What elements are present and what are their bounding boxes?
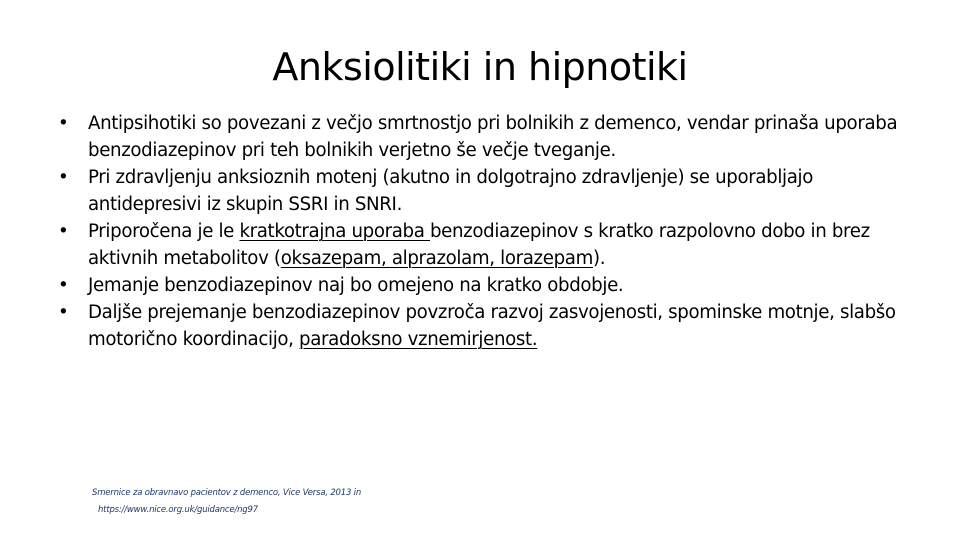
bullet-item xyxy=(58,164,918,218)
underlined-drug-list: oksazepam, alprazolam, lorazepam xyxy=(280,248,593,269)
footer-reference: Smernice za obravnavo pacientov z demenco, Vice Versa, 2013 in xyxy=(92,488,362,498)
bullet-text-mid: benzodiazepinov s kratko razpolovno dobo in brez aktivnih metabolitov ( xyxy=(88,221,870,269)
underlined-phrase: paradoksno vznemirjenost. xyxy=(299,329,538,350)
bullet-text: Jemanje benzodiazepinov naj bo omejeno na kratko obdobje. xyxy=(88,275,624,296)
bullet-text-pre: Daljše prejemanje benzodiazepinov povzroča razvoj zasvojenosti, spominske motnje, slabšo motorično koordinacijo, xyxy=(88,302,896,350)
bullet-item xyxy=(58,218,918,272)
footer-url: https://www.nice.org.uk/guidance/ng97 xyxy=(98,505,258,515)
bullet-item xyxy=(58,299,918,353)
bullet-list xyxy=(58,110,918,353)
bullet-dot: • xyxy=(58,167,69,188)
bullet-dot: • xyxy=(58,275,69,296)
bullet-dot: • xyxy=(58,302,69,323)
bullet-item xyxy=(58,110,918,164)
bullet-text: Antipsihotiki so povezani z večjo smrtnostjo pri bolnikih z demenco, vendar prinaša uporaba benzodiazepinov pri teh bolnikih verjetno še večje tveganje. xyxy=(88,113,898,161)
bullet-text: Pri zdravljenju anksioznih motenj (akutno in dolgotrajno zdravljenje) se uporabljajo antidepresivi iz skupin SSRI in SNRI. xyxy=(88,167,814,215)
bullet-text-post: ). xyxy=(592,248,606,269)
slide-title: Anksiolitiki in hipnotiki xyxy=(272,45,688,89)
underlined-phrase: kratkotrajna uporaba xyxy=(239,221,430,242)
bullet-text-pre: Priporočena je le xyxy=(88,221,240,242)
bullet-item xyxy=(58,272,918,299)
bullet-dot: • xyxy=(58,113,69,134)
bullet-dot: • xyxy=(58,221,69,242)
